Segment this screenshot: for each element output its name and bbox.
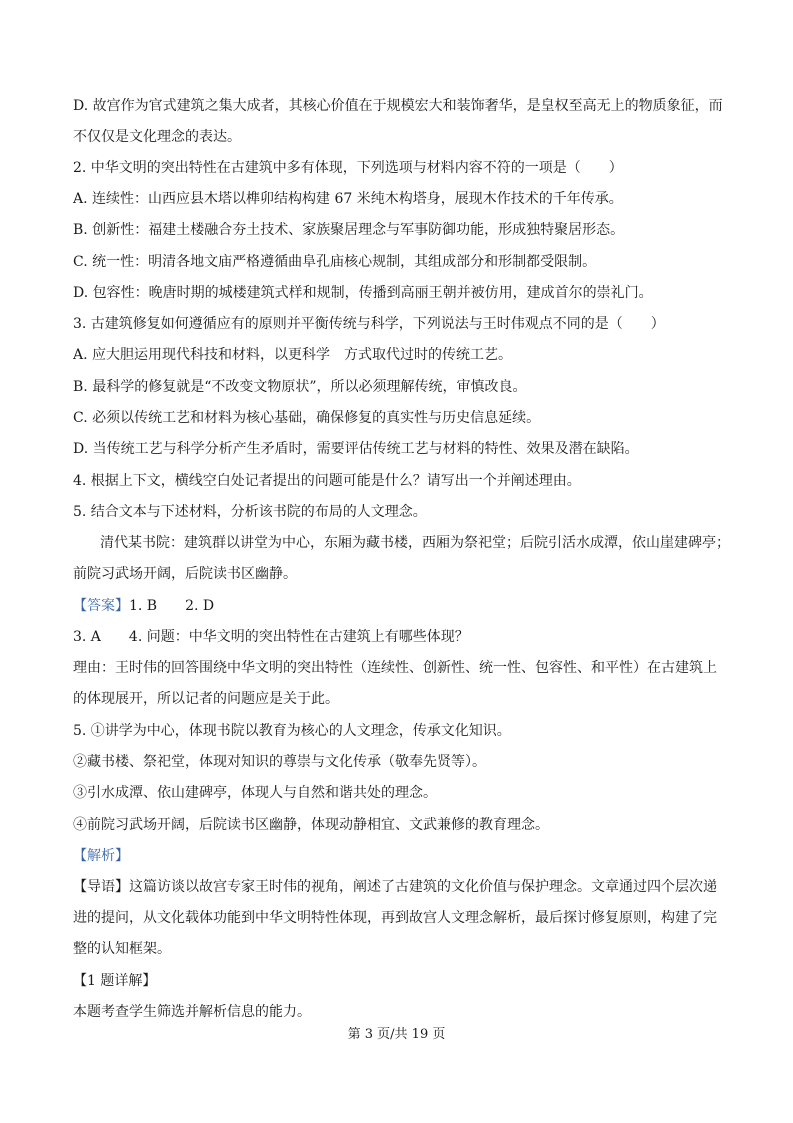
answer-5-item-2: ②藏书楼、祭祀堂，体现对知识的尊崇与文化传承（敬奉先贤等）。 <box>73 754 486 770</box>
q3-option-c: C. 必须以传统工艺和材料为核心基础，确保修复的真实性与历史信息延续。 <box>73 410 541 426</box>
q2-option-b: B. 创新性：福建土楼融合夯土技术、家族聚居理念与军事防御功能，形成独特聚居形态。 <box>73 222 625 238</box>
q5-material: 清代某书院：建筑群以讲堂为中心，东厢为藏书楼，西厢为祭祀堂；后院引活水成潭，依山崖建碑亭； <box>100 535 730 551</box>
answer-row-2: 3. A 4. 问题：中华文明的突出特性在古建筑上有哪些体现？ <box>73 629 469 645</box>
q2-option-c: C. 统一性：明清各地文庙严格遵循曲阜孔庙核心规制，其组成部分和形制都受限制。 <box>73 254 597 270</box>
intro-paragraph: 【导语】这篇访谈以故宫专家王时伟的视角，阐述了古建筑的文化价值与保护理念。文章通过四个层次递 <box>73 879 717 895</box>
q2-option-a: A. 连续性：山西应县木塔以榫卯结构构建 67 米纯木构塔身，展现木作技术的千年传承。 <box>73 191 623 207</box>
intro-paragraph-cont: 进的提问，从文化载体功能到中华文明特性体现，再到故宫人文理念解析，最后探讨修复原则，构建了完 <box>73 910 717 926</box>
answer-values-1: 1. B 2. D <box>129 598 215 614</box>
answer-reason-end: 的体现展开，所以记者的问题应是关于此。 <box>73 691 339 707</box>
answer-reason: 理由：王时伟的回答围绕中华文明的突出特性（连续性、创新性、统一性、包容性、和平性）在古建筑上 <box>73 660 717 676</box>
answer-5-item-3: ③引水成潭、依山建碑亭，体现人与自然和谐共处的理念。 <box>73 785 437 801</box>
q5-material-end: 前院习武场开阔，后院读书区幽静。 <box>73 566 297 582</box>
question-5: 5. 结合文本与下述材料，分析该书院的布局的人文理念。 <box>73 504 427 520</box>
q2-option-d: D. 包容性：晚唐时期的城楼建筑式样和规制，传播到高丽王朝并被仿用，建成首尔的崇礼门。 <box>73 285 653 301</box>
answer-label: 【答案】 <box>73 598 129 614</box>
question-2: 2. 中华文明的突出特性在古建筑中多有体现，下列选项与材料内容不符的一项是（ ） <box>73 160 623 176</box>
page-number-footer: 第 3 页/共 19 页 <box>347 1027 446 1042</box>
q1-detail-heading: 【1 题详解】 <box>73 973 157 989</box>
answer-5-item-4: ④前院习武场开阔，后院读书区幽静，体现动静相宜、文武兼修的教育理念。 <box>73 817 549 833</box>
q3-option-d: D. 当传统工艺与科学分析产生矛盾时，需要评估传统工艺与材料的特性、效果及潜在缺陷。 <box>73 441 639 457</box>
analysis-label: 【解析】 <box>73 848 129 864</box>
option-d-continued-end: 不仅仅是文化理念的表达。 <box>73 129 241 145</box>
answer-row-1 <box>73 596 733 616</box>
q3-option-a: A. 应大胆运用现代科技和材料，以更科学 方式取代过时的传统工艺。 <box>73 347 513 363</box>
intro-paragraph-end: 整的认知框架。 <box>73 941 171 957</box>
answer-5-item-1: 5. ①讲学为中心，体现书院以教育为核心的人文理念，传承文化知识。 <box>73 723 511 739</box>
question-4: 4. 根据上下文，横线空白处记者提出的问题可能是什么？请写出一个并阐述理由。 <box>73 473 581 489</box>
q1-detail-text: 本题考查学生筛选并解析信息的能力。 <box>73 1004 311 1020</box>
question-3: 3. 古建筑修复如何遵循应有的原则并平衡传统与科学，下列说法与王时伟观点不同的是（ ） <box>73 316 665 332</box>
option-d-continued: D. 故宫作为官式建筑之集大成者，其核心价值在于规模宏大和装饰奢华，是皇权至高无上的物质象征，而 <box>73 98 723 114</box>
q3-option-b: B. 最科学的修复就是“不改变文物原状”，所以必须理解传统，审慎改良。 <box>73 379 527 395</box>
